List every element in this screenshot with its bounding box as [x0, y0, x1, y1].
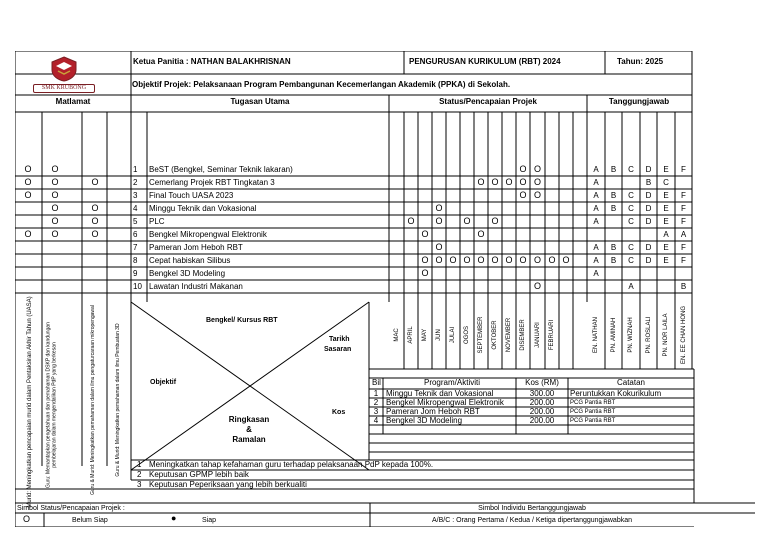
program-bil: 1 [373, 389, 379, 398]
task-name: Minggu Teknik dan Vokasional [149, 204, 257, 213]
responsibility-mark: E [663, 256, 669, 265]
task-number: 2 [133, 178, 138, 187]
staff-label: PN. WIZNAH [628, 317, 634, 353]
program-kos: 200.00 [529, 398, 555, 407]
task-number: 9 [133, 269, 138, 278]
staff-label: PN. AMINAH [610, 317, 617, 353]
legend-belum-symbol: O [23, 514, 31, 524]
status-mark: O [477, 255, 485, 265]
responsibility-mark: B [610, 165, 617, 174]
status-mark: O [519, 164, 527, 174]
ringkasan-text: Keputusan Peperiksaan yang lebih berkualiti [149, 480, 307, 489]
task-name: Bengkel Mikropengwal Elektronik [149, 230, 267, 239]
legend-belum-label: Belum Siap [72, 517, 108, 524]
month-label: MAY [422, 328, 428, 342]
matlamat-mark: O [24, 190, 32, 200]
status-mark: O [449, 255, 457, 265]
programs-bil-header: Bil [372, 378, 381, 387]
ringkasan-number: 1 [137, 460, 142, 469]
status-mark: O [435, 242, 443, 252]
month-label: JANUARI [534, 322, 541, 348]
responsibility-mark: A [593, 243, 599, 252]
responsibility-mark: A [680, 230, 687, 239]
task-name: Cepat habiskan Silibus [149, 256, 231, 265]
x-right-label-1: Tarikh [329, 336, 350, 343]
task-number: 1 [133, 165, 138, 174]
matlamat-mark: O [24, 229, 32, 239]
responsibility-mark: C [628, 217, 634, 226]
program-name: Bengkel Mikropengwal Elektronik [386, 398, 504, 407]
x-right-label-2: Sasaran [324, 346, 352, 353]
x-kos-label: Kos [332, 409, 346, 416]
status-mark: O [463, 216, 471, 226]
responsibility-mark: F [681, 165, 686, 174]
responsibility-mark: F [681, 204, 686, 213]
task-name: Lawatan Industri Makanan [149, 282, 243, 291]
status-header: Status/Pencapaian Projek [439, 97, 537, 106]
objektif-projek: Objektif Projek: Pelaksanaan Program Pembangunan Kecemerlangan Akademik (PPKA) di Sekolah. [132, 80, 511, 89]
school-name: SMK KRUBONG [41, 85, 87, 91]
responsibility-mark: A [593, 204, 599, 213]
status-mark: O [463, 255, 471, 265]
status-mark: O [435, 255, 443, 265]
month-label: OGOS [464, 325, 470, 345]
matlamat-mark: O [51, 203, 59, 213]
responsibility-mark: D [645, 256, 652, 265]
responsibility-mark: A [628, 282, 634, 291]
status-mark: O [491, 177, 499, 187]
matlamat-mark: O [51, 216, 59, 226]
task-name: BeST (Bengkel, Seminar Teknik lakaran) [149, 165, 293, 174]
month-label: FEBRUARI [549, 319, 555, 351]
status-mark: O [562, 255, 570, 265]
responsibility-mark: A [663, 230, 669, 239]
responsibility-mark: A [593, 165, 599, 174]
program-bil: 2 [373, 398, 379, 407]
task-number: 5 [133, 217, 138, 226]
tugasan-header: Tugasan Utama [230, 97, 290, 106]
program-kos: 200.00 [529, 407, 555, 416]
status-mark: O [505, 177, 513, 187]
x-bottom-label-1: Ringkasan [228, 415, 270, 424]
panel-title: PENGURUSAN KURIKULUM (RBT) 2024 [409, 57, 561, 66]
status-mark: O [519, 177, 527, 187]
status-mark: O [533, 281, 541, 291]
responsibility-mark: B [610, 243, 617, 252]
status-mark: O [533, 177, 541, 187]
matlamat-mark: O [51, 177, 59, 187]
tahun: Tahun: 2025 [617, 57, 664, 66]
programs-kos-header: Kos (RM) [525, 378, 559, 387]
program-kos: 200.00 [529, 416, 555, 425]
matlamat-mark: O [91, 229, 99, 239]
status-mark: O [435, 203, 443, 213]
responsibility-mark: C [628, 256, 634, 265]
responsibility-mark: C [628, 191, 634, 200]
legend-individu-desc: A/B/C : Orang Pertama / Kedua / Ketiga dipertanggungjawabkan [431, 517, 632, 524]
objective-label-3: Guru & Murid: Meningkatkan pemahaman dalam ilmu pengaturcaraan mikropengawal [90, 305, 97, 495]
status-mark: O [477, 177, 485, 187]
program-catatan: PCG Pantia RBT [570, 418, 616, 424]
ringkasan-text: Meningkatkan tahap kefahaman guru terhadap pelaksanaan PdP kepada 100%. [149, 460, 434, 469]
responsibility-mark: B [610, 191, 617, 200]
task-number: 4 [133, 204, 138, 213]
matlamat-mark: O [51, 229, 59, 239]
responsibility-mark: D [645, 191, 652, 200]
matlamat-mark: O [51, 164, 59, 174]
staff-label: EN. EE CHAN HONG [680, 305, 687, 365]
task-name: Final Touch UASA 2023 [149, 191, 234, 200]
responsibility-mark: A [593, 256, 599, 265]
responsibility-mark: C [628, 204, 634, 213]
ringkasan-number: 3 [137, 480, 142, 489]
programs-program-header: Program/Aktiviti [423, 378, 480, 387]
staff-label: PN. NOR LAILA [663, 313, 669, 357]
month-label: APRIL [408, 326, 414, 344]
status-mark: O [505, 255, 513, 265]
task-name: Bengkel 3D Modeling [149, 269, 226, 278]
x-top-label: Bengkel/ Kursus RBT [206, 317, 278, 324]
status-mark: O [491, 216, 499, 226]
responsibility-mark: B [610, 256, 617, 265]
responsibility-mark: C [628, 243, 634, 252]
responsibility-mark: A [593, 191, 599, 200]
status-mark: O [407, 216, 415, 226]
matlamat-header: Matlamat [55, 97, 91, 106]
legend-siap-symbol: ● [171, 513, 177, 523]
responsibility-mark: E [663, 165, 669, 174]
responsibility-mark: C [663, 178, 669, 187]
ketua-panitia: Ketua Panitia : NATHAN BALAKHRISNAN [133, 57, 291, 66]
responsibility-mark: F [681, 191, 686, 200]
month-label: JUN [436, 329, 442, 341]
responsibility-mark: D [645, 243, 652, 252]
responsibility-mark: B [680, 282, 687, 291]
responsibility-mark: A [593, 269, 599, 278]
objective-label-4: Guru & Murid: Meningkatkan pemahaman dalam ilmu Pembuatan 3D [115, 323, 122, 477]
responsibility-mark: E [663, 191, 669, 200]
responsibility-mark: D [645, 217, 652, 226]
matlamat-mark: O [24, 164, 32, 174]
responsibility-mark: A [593, 178, 599, 187]
x-bottom-label-3: Ramalan [232, 435, 266, 444]
staff-label: PN. ROSLALI [645, 316, 652, 354]
objective-label-1: Murid: Meningkatkan pencapaian murid dalam Pentaksiran Akhir Tahun (UASA) [27, 296, 33, 508]
program-catatan: Peruntukkan Kokurikulum [570, 389, 662, 398]
ringkasan-text: Keputusan GPMP lebih baik [149, 470, 249, 479]
status-mark: O [533, 190, 541, 200]
program-catatan: PCG Pantia RBT [570, 409, 616, 415]
status-mark: O [421, 268, 429, 278]
status-mark: O [548, 255, 556, 265]
status-mark: O [519, 255, 527, 265]
task-name: PLC [149, 217, 165, 226]
status-mark: O [519, 190, 527, 200]
status-mark: O [421, 255, 429, 265]
task-number: 3 [133, 191, 138, 200]
status-mark: O [477, 229, 485, 239]
program-kos: 300.00 [529, 389, 555, 398]
legend-individu-title: Simbol Individu Bertanggungjawab [478, 505, 586, 512]
month-label: MAC [393, 328, 400, 342]
responsibility-mark: D [645, 204, 652, 213]
responsibility-mark: A [593, 217, 599, 226]
staff-label: EN. NATHAN [593, 317, 599, 353]
status-mark: O [533, 255, 541, 265]
task-number: 7 [133, 243, 138, 252]
ringkasan-number: 2 [137, 470, 142, 479]
program-name: Minggu Teknik dan Vokasional [386, 389, 494, 398]
program-bil: 4 [373, 416, 379, 425]
month-label: JULAI [450, 326, 456, 344]
month-label: NOVEMBER [506, 317, 512, 353]
matlamat-mark: O [91, 203, 99, 213]
task-name: Cemerlang Projek RBT Tingkatan 3 [149, 178, 275, 187]
status-mark: O [491, 255, 499, 265]
responsibility-mark: C [628, 165, 634, 174]
month-label: DISEMBER [520, 319, 526, 351]
responsibility-mark: E [663, 217, 669, 226]
status-mark: O [533, 164, 541, 174]
task-name: Pameran Jom Heboh RBT [149, 243, 243, 252]
responsibility-mark: D [645, 165, 652, 174]
month-label: OKTOBER [492, 320, 498, 350]
program-name: Bengkel 3D Modeling [386, 416, 463, 425]
matlamat-mark: O [91, 216, 99, 226]
objective-label-2: Guru: Memantapkan pengetahuan dan pemahaman DSKP dan kandungan pembelajaran dalam mengendalikan PdP yang berkesan [45, 322, 57, 488]
matlamat-mark: O [51, 190, 59, 200]
programs-catatan-header: Catatan [616, 378, 646, 387]
program-catatan: PCG Pantia RBT [570, 400, 616, 406]
program-name: Pameran Jom Heboh RBT [386, 407, 480, 416]
program-bil: 3 [373, 407, 379, 416]
responsibility-mark: E [663, 204, 669, 213]
school-logo [50, 56, 78, 86]
matlamat-mark: O [24, 177, 32, 187]
matlamat-mark: O [91, 177, 99, 187]
grid-lines [15, 51, 755, 527]
responsibility-mark: B [610, 204, 617, 213]
legend-siap-label: Siap [202, 517, 217, 524]
task-number: 10 [133, 282, 142, 291]
status-mark: O [435, 216, 443, 226]
month-label: SEPTEMBER [478, 316, 484, 354]
x-left-label: Objektif [150, 379, 177, 386]
tanggungjawab-header: Tanggungjawab [608, 97, 670, 106]
responsibility-mark: F [681, 243, 686, 252]
responsibility-mark: F [681, 256, 686, 265]
task-number: 8 [133, 256, 138, 265]
status-mark: O [421, 229, 429, 239]
responsibility-mark: F [681, 217, 686, 226]
task-number: 6 [133, 230, 138, 239]
legend-status-title: Simbol Status/Pencapaian Projek : [17, 505, 125, 512]
responsibility-mark: E [663, 243, 669, 252]
responsibility-mark: B [645, 178, 652, 187]
x-bottom-label-2: & [246, 425, 252, 434]
